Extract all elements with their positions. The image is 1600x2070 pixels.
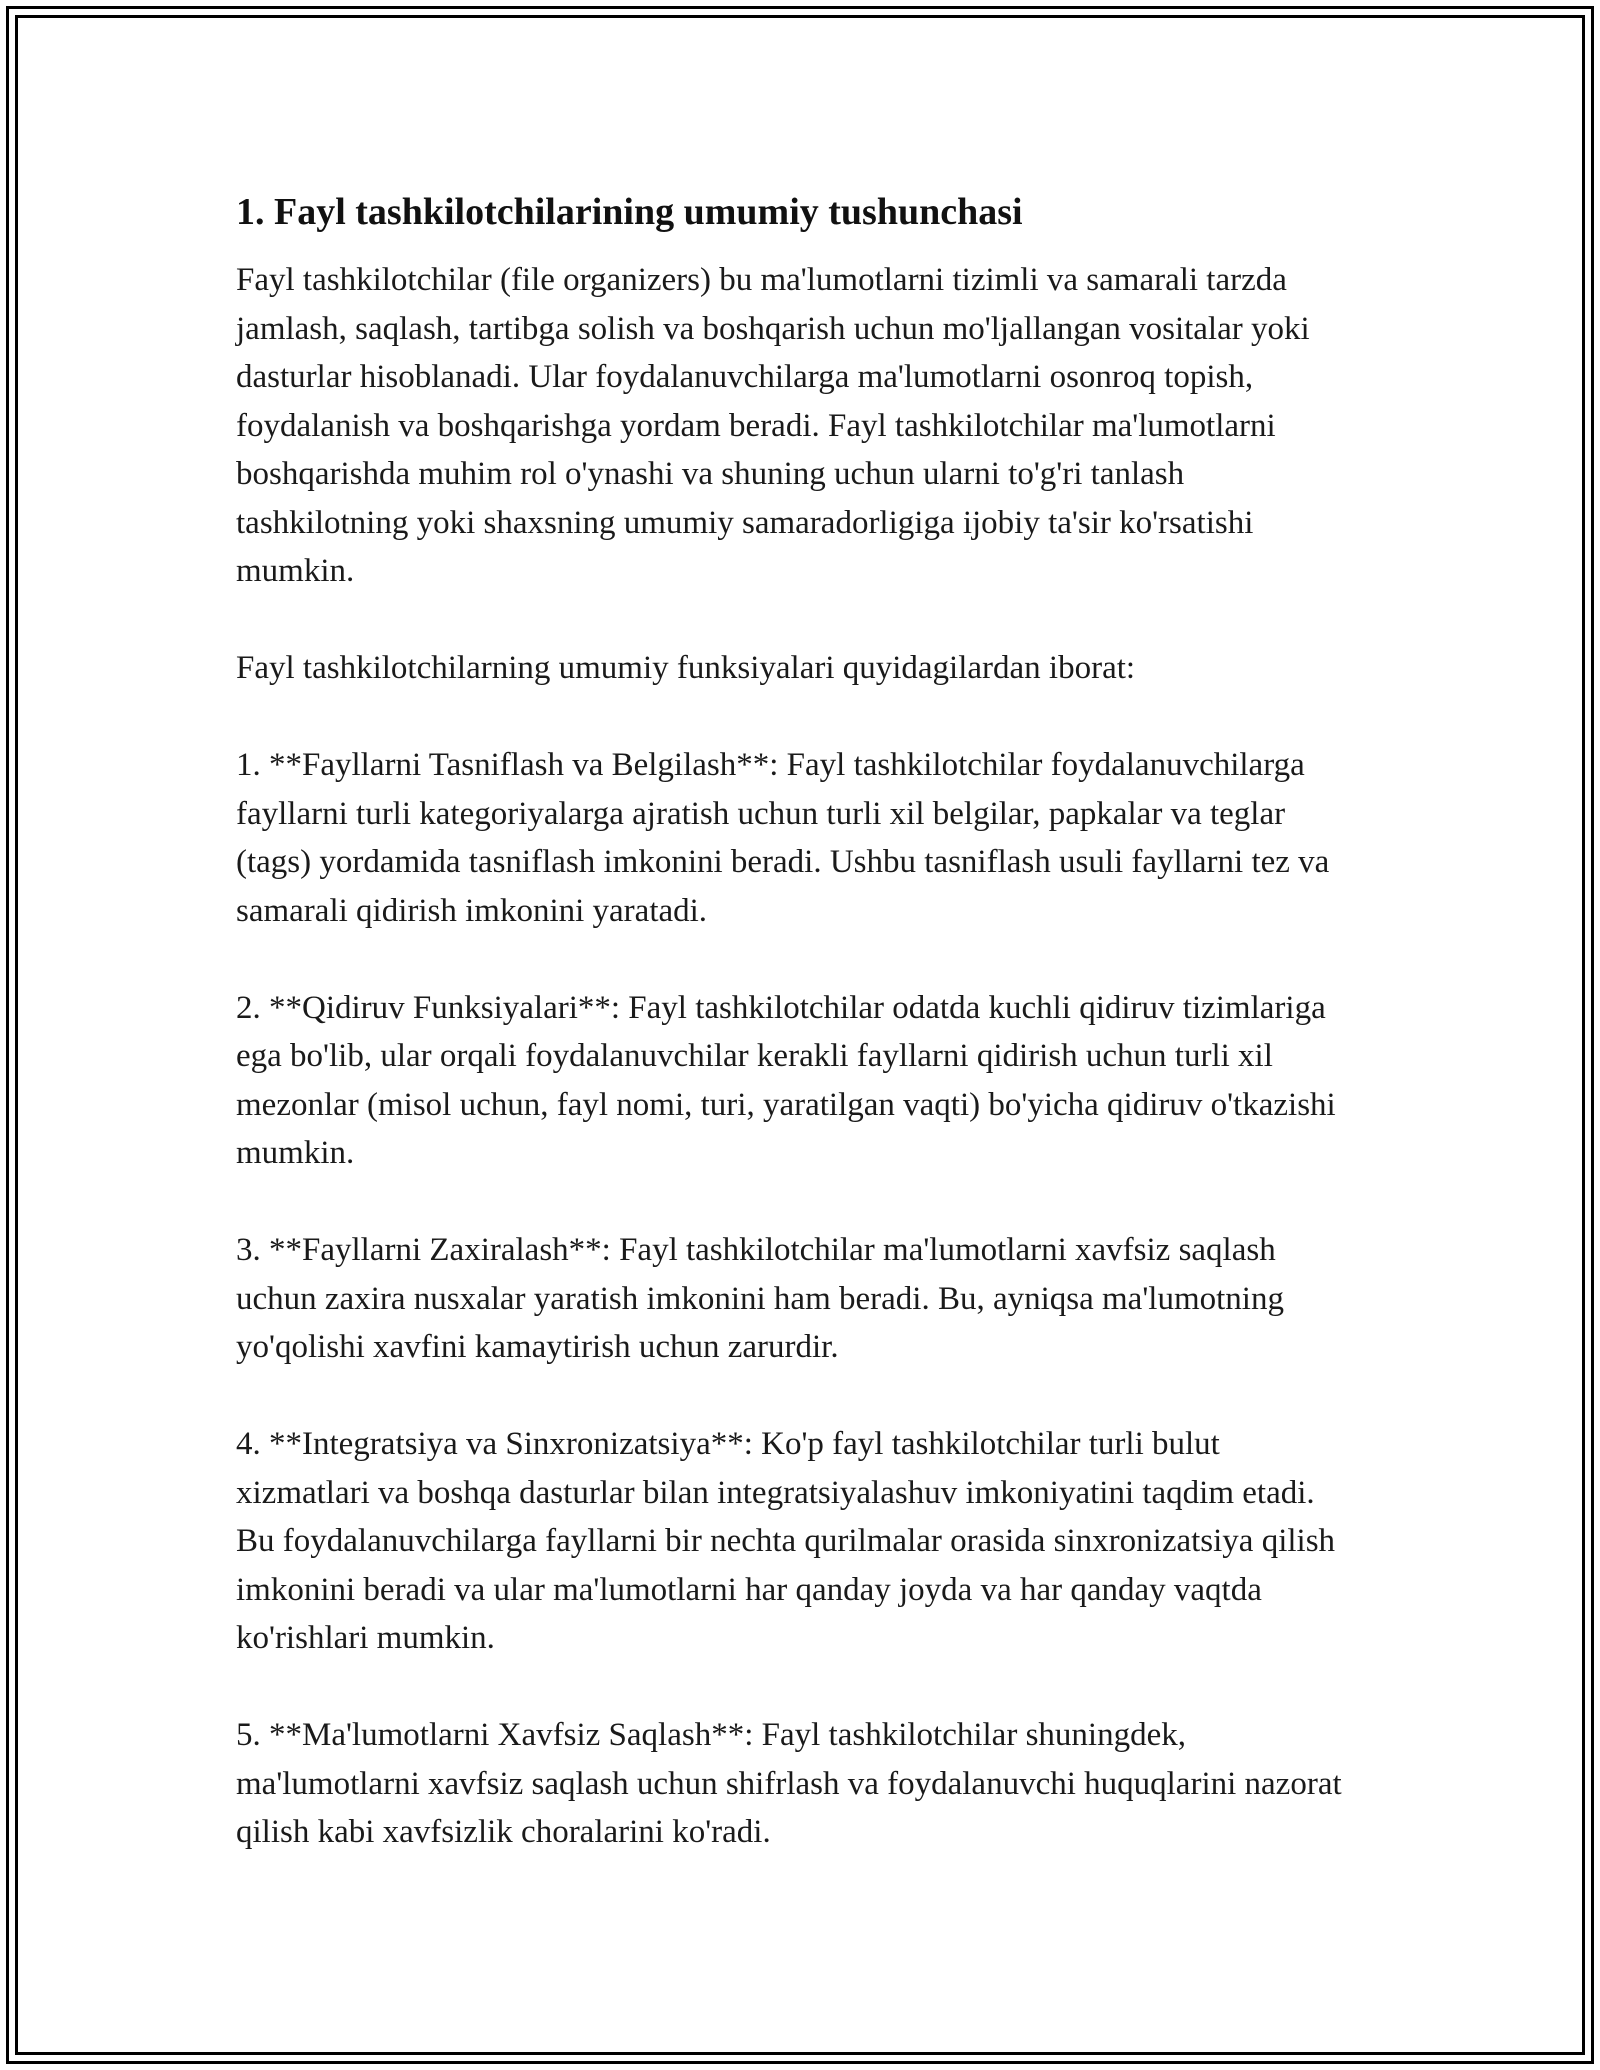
functions-lead-paragraph: Fayl tashkilotchilarning umumiy funksiyalari quyidagilardan iborat: — [236, 650, 1136, 686]
list-item-search: 2. **Qidiruv Funksiyalari**: Fayl tashkilotchilar odatda kuchli qidiruv tizimlariga ega bo'lib, ular orqali foydalanuvchilar kerakli fayllarni qidirish uchun turli xil mezonlar (misol uchun, fayl nomi, turi, yaratilgan vaqti) bo'yicha qidiruv o'tkazishi mumkin. — [236, 989, 1336, 1171]
list-item-classification: 1. **Fayllarni Tasniflash va Belgilash**: Fayl tashkilotchilar foydalanuvchilarga fayllarni turli kategoriyalarga ajratish uchun turli xil belgilar, papkalar va teglar (tags) yordamida tasniflash imkonini beradi. Ushbu tasniflash usuli fayllarni tez va samarali qidirish imkonini yaratadi. — [236, 747, 1330, 929]
list-item-security: 5. **Ma'lumotlarni Xavfsiz Saqlash**: Fayl tashkilotchilar shuningdek, ma'lumotlarni xavfsiz saqlash uchun shifrlash va foydalanuvchi huquqlarini nazorat qilish kabi xavfsizlik choralarini ko'radi. — [236, 1717, 1342, 1850]
list-item-backup: 3. **Fayllarni Zaxiralash**: Fayl tashkilotchilar ma'lumotlarni xavfsiz saqlash uchun zaxira nusxalar yaratish imkonini ham beradi. Bu, ayniqsa ma'lumotning yo'qolishi xavfini kamaytirish uchun zarurdir. — [236, 1232, 1284, 1365]
intro-paragraph: Fayl tashkilotchilar (file organizers) bu ma'lumotlarni tizimli va samarali tarzda jamlash, saqlash, tartibga solish va boshqarish uchun mo'ljallangan vositalar yoki dasturlar hisoblanadi. Ular foydalanuvchilarga ma'lumotlarni osonroq topish, foydalanish va boshqarishga yordam beradi. Fayl tashkilotchilar ma'lumotlarni boshqarishda muhim rol o'ynashi va shuning uchun ularni to'g'ri tanlash tashkilotning yoki shaxsning umumiy samaradorligiga ijobiy ta'sir ko'rsatishi mumkin. — [236, 262, 1310, 589]
list-item-integration: 4. **Integratsiya va Sinxronizatsiya**: Ko'p fayl tashkilotchilar turli bulut xizmatlari va boshqa dasturlar bilan integratsiyalashuv imkoniyatini taqdim etadi. Bu foydalanuvchilarga fayllarni bir nechta qurilmalar orasida sinxronizatsiya qilish imkonini beradi va ular ma'lumotlarni har qanday joyda va har qanday vaqtda ko'rishlari mumkin. — [236, 1426, 1336, 1656]
section-heading: 1. Fayl tashkilotchilarining umumiy tushunchasi — [236, 191, 1023, 233]
document-body — [236, 188, 1356, 1857]
